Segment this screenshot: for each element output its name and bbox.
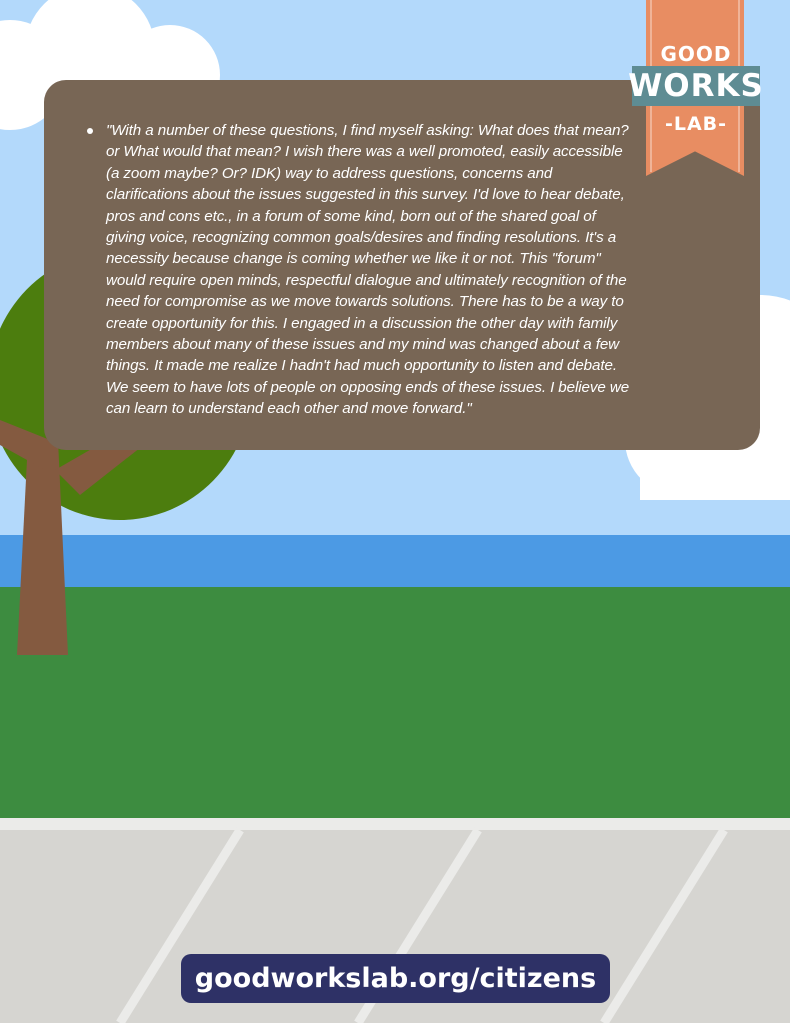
quote-text: "With a number of these questions, I find myself asking: What does that mean? or What would that mean? I wish there was a well promoted, easily accessible (a zoom maybe? Or? IDK) way to address questions, concerns and clarifications about the issues suggested in this survey. I'd love to hear debate, pros and cons etc., in a forum of some kind, born out of the shared goal of giving voice, recognizing common goals/desires and finding resolutions. It's a necessity because change is coming whether we like it or not. This "forum" would require open minds, respectful dialogue and ultimately recognition of the need for compromise as we move towards solutions. There has to be a way to create opportunity for this. I engaged in a discussion the other day with family members about many of these issues and my mind was changed about a few things. It made me realize I hadn't had much opportunity to listen and debate. We seem to have lots of people on opposing ends of these issues. I believe we can learn to understand each other and move forward." (106, 120, 630, 420)
website-url-badge: goodworkslab.org/citizens (181, 954, 610, 1003)
logo-line-works: WORKS (628, 68, 764, 104)
logo-line-good: GOOD (660, 42, 732, 66)
sidewalk-edge (0, 818, 790, 830)
water (0, 535, 790, 587)
logo-line-lab: -LAB- (664, 113, 728, 135)
grass (0, 587, 790, 820)
good-works-lab-logo (628, 0, 764, 180)
quote-list (106, 120, 630, 420)
